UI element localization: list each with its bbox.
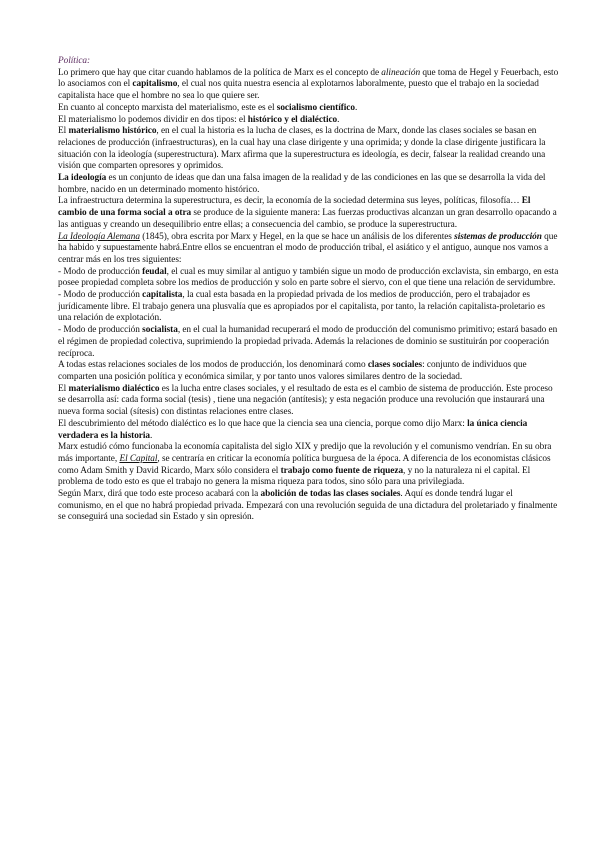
- text: El materialismo lo podemos dividir en dos tipos: el: [58, 114, 248, 125]
- paragraph-german-ideology: [58, 232, 559, 267]
- term-abolicion-clases: abolición de todas las clases sociales: [260, 489, 401, 500]
- paragraph-feudal-mode: [58, 267, 559, 290]
- paragraph-capital: [58, 442, 559, 489]
- term-ideologia: La ideología: [58, 173, 107, 184]
- text: : conjunto de individuos que comparten una posición política y económica similar, y por tanto unos valores similares dentro de la sociedad.: [58, 360, 527, 382]
- term-socialista: socialista: [142, 325, 178, 336]
- text: Lo primero que hay que citar cuando hablamos de la política de Marx es el concepto de: [58, 67, 382, 78]
- text: El descubrimiento del método dialéctico es lo que hace que la ciencia sea una ciencia, porque como dijo Marx:: [58, 418, 468, 429]
- paragraph-socialist-mode: [58, 325, 559, 360]
- text: es un conjunto de ideas que dan una falsa imagen de la realidad y de las condiciones en las que se desarrolla la vida del hombre, nacido en un determinado momento histórico.: [58, 173, 546, 195]
- text: - Modo de producción: [58, 266, 143, 277]
- paragraph-dialectical-materialism: [58, 384, 559, 419]
- text: .: [354, 102, 358, 113]
- term-clases-sociales: clases sociales: [367, 360, 423, 371]
- term-alineacion: alineación: [381, 67, 421, 78]
- text: , la cual esta basada en la propiedad privada de los medios de producción, pero el trabajador es jurídicamente libre. El trabajo genera una plusvalía que es apropiados por el capitalista, por tanto, la relación capitalista-proletario es una relación de explotación.: [58, 290, 545, 324]
- term-historico-dialectico: histórico y el dialéctico: [247, 114, 338, 125]
- text: La infraestructura determina la superestructura, es decir, la economía de la sociedad determina sus leyes, políticas, filosofía…: [58, 196, 522, 207]
- text: - Modo de producción: [58, 290, 143, 301]
- text: Marx estudió cómo funcionaba la economía capitalista del siglo XIX y predijo que la revolución y el comunismo vendrían. En su obra más importante,: [58, 442, 552, 464]
- text: .: [337, 114, 340, 125]
- term-capitalista: capitalista: [142, 290, 183, 301]
- text: En cuanto al concepto marxista del materialismo, este es el: [58, 102, 277, 113]
- paragraph-alienation: [58, 68, 559, 103]
- paragraph-materialism-concept: [58, 103, 559, 115]
- term-trabajo-fuente-riqueza: trabajo como fuente de riqueza: [280, 465, 404, 476]
- text: , en el cual la humanidad recuperará el modo de producción del comunismo primitivo; estará basado en el régimen de propiedad colectiva, suprimiendo la propiedad privada. Además la relaciones de dominio se sustituirán por cooperación recíproca.: [58, 325, 558, 359]
- work-title-ideologia-alemana: La Ideología Alemana: [58, 231, 140, 242]
- text: , y no la naturaleza ni el capital. El problema de todo esto es que el trabajo no genera la misma riqueza para todos, sino sólo para una privilegiada.: [58, 465, 531, 488]
- text: , se centraría en criticar la economía política burguesa de la época. A diferencia de los economistas clásicos como Adam Smith y David Ricardo, Marx sólo considera el: [58, 453, 551, 476]
- text: , en el cual la historia es la lucha de clases, es la doctrina de Marx, donde las clases sociales se basan en relaciones de producción (infraestructuras), en la cual hay una clase dirigente y una oprimida; y donde la clase dirigente justificara la situación con la ideología (superestructura). Marx afirma que la superestructura es ideología, es decir, falsear la realidad creando una visión que comparten opresores y oprimidos.: [58, 126, 546, 172]
- term-socialismo-cientifico: socialismo científico: [276, 102, 355, 113]
- term-sistemas-produccion: sistemas de producción: [454, 231, 542, 242]
- text: El: [58, 383, 69, 394]
- text: . Aquí es donde tendrá lugar el comunismo, en el que no habrá propiedad privada. Empezará con una revolución seguida de una dictadura del proletariado y finalmente se conseguirá una sociedad sin Estado y sin opresión.: [58, 489, 558, 523]
- text: es la lucha entre clases sociales, y el resultado de esta es el cambio de sistema de producción. Este proceso se desarrolla así: cada forma social (tesis) , tiene una negación (antítesis); y esta negación produce una revolución que instaurará una nueva forma social (sítesis) con distintas relaciones entre clases.: [58, 383, 553, 418]
- text: , el cual nos quita nuestra esencia al explotarnos laboralmente, puesto que el trabajo en la sociedad capitalista hace que el hombre no sea lo que quiere ser.: [58, 79, 539, 102]
- paragraph-capitalist-mode: [58, 290, 559, 325]
- term-capitalismo: capitalismo: [132, 79, 178, 90]
- term-materialismo-dialectico: materialismo dialéctico: [68, 383, 160, 394]
- term-cambio-forma-social: El cambio de una forma social a otra: [58, 196, 531, 219]
- work-title-el-capital: El Capital: [119, 453, 158, 464]
- paragraph-materialism-types: [58, 115, 559, 127]
- quote-unica-ciencia: la única ciencia verdadera es la historia: [58, 418, 528, 441]
- paragraph-ideology: [58, 173, 559, 196]
- text: que toma de Hegel y Feuerbach, esto lo asociamos con el: [58, 67, 559, 90]
- text: A todas estas relaciones sociales de los modos de producción, los denominará como: [58, 360, 368, 371]
- text: , el cual es muy similar al antiguo y también sigue un modo de producción exclavista, sin embargo, en esta posee propiedad completa sobre los medios de producción y solo en parte sobre el siervo, con el que tiene una relación de servidumbre.: [58, 266, 559, 289]
- text: Según Marx, dirá que todo este proceso acabará con la: [58, 489, 261, 500]
- term-feudal: feudal: [142, 266, 167, 277]
- paragraph-social-classes: [58, 360, 559, 383]
- text: que ha habido y supuestamente habrá.Entre ellos se encuentran el modo de producción tribal, el asiático y el antiguo, aunque nos vamos a centrar más en los tres siguientes:: [58, 231, 558, 265]
- text: se produce de la siguiente manera: Las fuerzas productivas alcanzan un gran desarrollo opacando a las antiguas y creando un desequilibrio entre ellas; a consecuencia del cambio, se produce la superestructura.: [58, 208, 557, 230]
- text: (1845), obra escrita por Marx y Hegel, en la que se hace un análisis de los diferentes: [139, 231, 455, 242]
- text: .: [150, 430, 153, 441]
- section-title: Política:: [58, 56, 91, 66]
- paragraph-communism: [58, 489, 559, 524]
- text: - Modo de producción: [58, 325, 143, 336]
- paragraph-historical-materialism: [58, 126, 559, 173]
- paragraph-dialectical-method: [58, 419, 559, 442]
- text: El: [58, 126, 69, 137]
- term-materialismo-historico: materialismo histórico: [68, 126, 157, 137]
- paragraph-infrastructure: [58, 196, 559, 231]
